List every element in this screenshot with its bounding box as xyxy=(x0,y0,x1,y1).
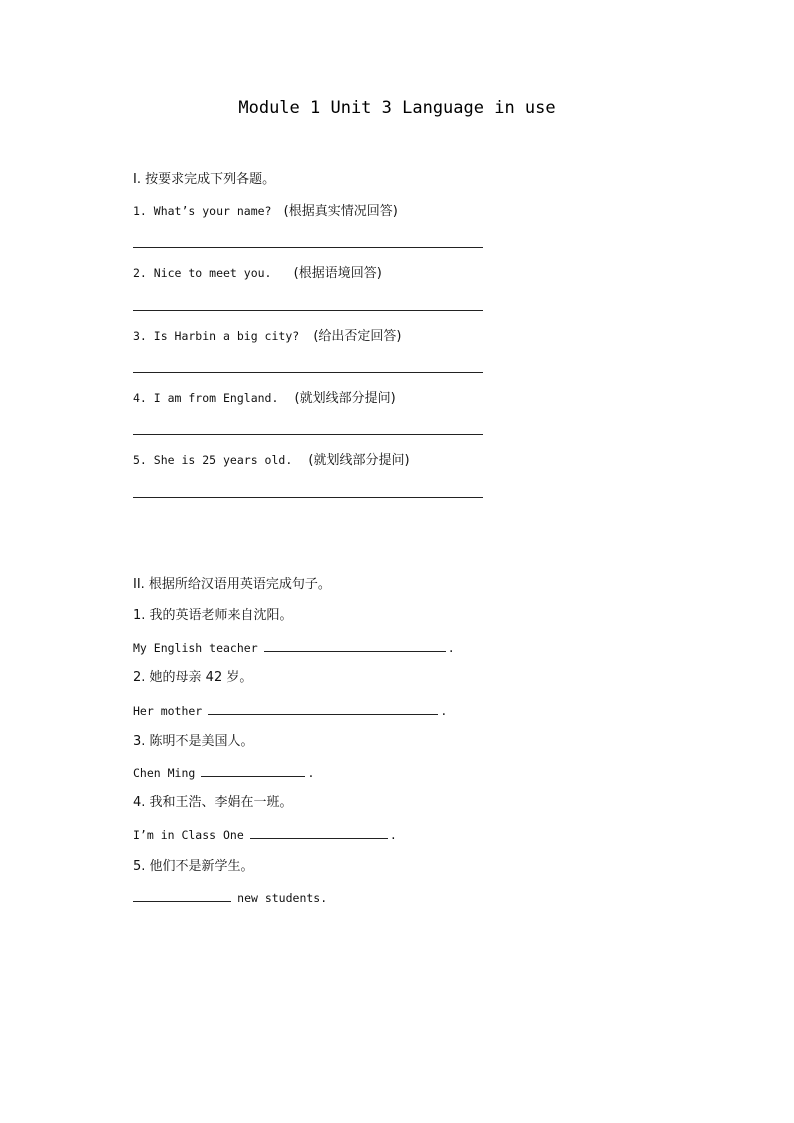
question-4-note: (就划线部分提问) xyxy=(294,391,396,406)
translation-3 xyxy=(133,764,314,783)
question-3-text: 3. Is Harbin a big city? xyxy=(133,329,300,343)
answer-line-5[interactable] xyxy=(133,497,483,498)
section2-heading: II. 根据所给汉语用英语完成句子。 xyxy=(133,577,331,592)
question-2-note: (根据语境回答) xyxy=(293,266,382,281)
answer-line-3[interactable] xyxy=(133,372,483,373)
translation-3-suffix: . xyxy=(307,766,315,780)
page-title: Module 1 Unit 3 Language in use xyxy=(238,98,556,118)
question-5-text: 5. She is 25 years old. xyxy=(133,453,293,467)
translation-5 xyxy=(133,889,327,908)
translation-3-blank[interactable] xyxy=(201,764,305,777)
translation-2 xyxy=(133,702,447,721)
answer-line-2[interactable] xyxy=(133,310,483,311)
translation-5-suffix: new students. xyxy=(237,891,328,905)
question-2-text: 2. Nice to meet you. xyxy=(133,266,272,280)
question-1-text: 1. What’s your name? xyxy=(133,204,272,218)
translation-2-chinese: 2. 她的母亲 42 岁。 xyxy=(133,670,253,685)
answer-line-4[interactable] xyxy=(133,434,483,435)
translation-1-prefix: My English teacher xyxy=(133,641,258,655)
question-3-note: (给出否定回答) xyxy=(313,329,402,344)
section1-heading: I. 按要求完成下列各题。 xyxy=(133,172,276,187)
question-5-note: (就划线部分提问) xyxy=(308,453,410,468)
translation-2-suffix: . xyxy=(440,704,448,718)
question-4-text: 4. I am from England. xyxy=(133,391,279,405)
question-4 xyxy=(133,389,396,408)
translation-2-prefix: Her mother xyxy=(133,704,203,718)
question-2 xyxy=(133,264,382,283)
translation-4-suffix: . xyxy=(389,828,397,842)
question-1-note: (根据真实情况回答) xyxy=(283,204,398,219)
question-1 xyxy=(133,202,398,221)
translation-4 xyxy=(133,826,397,845)
translation-4-blank[interactable] xyxy=(250,826,388,839)
translation-1 xyxy=(133,639,455,658)
translation-1-blank[interactable] xyxy=(264,639,446,652)
translation-3-prefix: Chen Ming xyxy=(133,766,196,780)
translation-1-chinese: 1. 我的英语老师来自沈阳。 xyxy=(133,608,293,623)
question-3 xyxy=(133,327,401,346)
translation-4-prefix: I’m in Class One xyxy=(133,828,244,842)
translation-5-chinese: 5. 他们不是新学生。 xyxy=(133,859,254,874)
translation-5-blank[interactable] xyxy=(133,889,231,902)
translation-4-chinese: 4. 我和王浩、李娟在一班。 xyxy=(133,795,293,810)
translation-3-chinese: 3. 陈明不是美国人。 xyxy=(133,734,254,749)
answer-line-1[interactable] xyxy=(133,247,483,248)
translation-2-blank[interactable] xyxy=(208,702,438,715)
translation-1-suffix: . xyxy=(447,641,455,655)
question-5 xyxy=(133,451,410,470)
